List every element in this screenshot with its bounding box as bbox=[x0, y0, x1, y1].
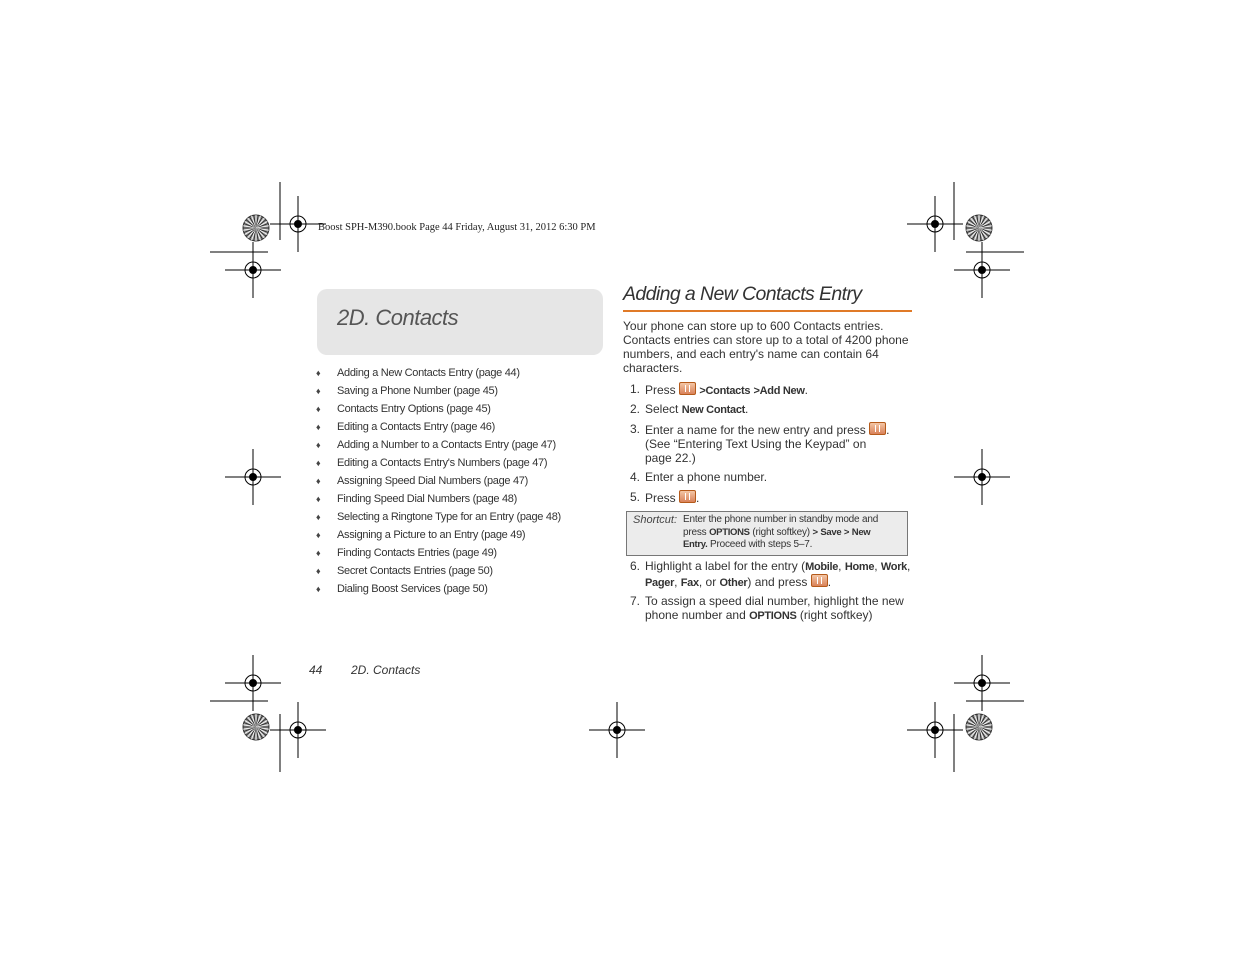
diamond-bullet-icon: ♦ bbox=[316, 368, 321, 378]
diamond-bullet-icon: ♦ bbox=[316, 440, 321, 450]
intro-paragraph: Your phone can store up to 600 Contacts entries. Contacts entries can store up to a total of 4200 phone numbers, and each entry's name can contain 64 characters. bbox=[623, 319, 909, 375]
diamond-bullet-icon: ♦ bbox=[316, 584, 321, 594]
starburst-mark-icon bbox=[243, 714, 269, 740]
ok-key-icon bbox=[811, 574, 828, 587]
send-key-icon bbox=[679, 490, 696, 503]
page-footer bbox=[309, 663, 420, 677]
step-6: 6. Highlight a label for the entry (Mobile, Home, Work, Pager, Fax, or Other) and press . bbox=[630, 559, 911, 589]
toc-item bbox=[316, 384, 606, 402]
registration-cross-icon bbox=[589, 702, 645, 758]
toc-item-label: Adding a New Contacts Entry (page 44) bbox=[337, 367, 520, 379]
toc-item bbox=[316, 546, 606, 564]
title-rule bbox=[623, 310, 912, 312]
starburst-mark-icon bbox=[966, 215, 992, 241]
section-contents-list bbox=[316, 366, 606, 600]
diamond-bullet-icon: ♦ bbox=[316, 422, 321, 432]
toc-item bbox=[316, 510, 606, 528]
registration-cross-icon bbox=[225, 655, 281, 711]
footer-section: 2D. Contacts bbox=[351, 663, 421, 677]
steps-list-b bbox=[623, 559, 915, 624]
section-title: 2D. Contacts bbox=[337, 305, 459, 330]
toc-item-label: Finding Contacts Entries (page 49) bbox=[337, 547, 497, 559]
diamond-bullet-icon: ♦ bbox=[316, 548, 321, 558]
menu-key-icon bbox=[679, 382, 696, 395]
shortcut-note bbox=[626, 511, 908, 556]
steps-list-a bbox=[623, 382, 915, 510]
print-header-line: Boost SPH-M390.book Page 44 Friday, August 31, 2012 6:30 PM bbox=[318, 222, 596, 233]
toc-item-label: Selecting a Ringtone Type for an Entry (page 48) bbox=[337, 511, 561, 523]
toc-item bbox=[316, 438, 606, 456]
toc-item bbox=[316, 420, 606, 438]
registration-cross-icon bbox=[954, 242, 1010, 298]
step-7: 7. To assign a speed dial number, highlight the new phone number and OPTIONS (right softkey) bbox=[630, 594, 904, 622]
diamond-bullet-icon: ♦ bbox=[316, 530, 321, 540]
section-title-box bbox=[317, 289, 603, 355]
toc-item-label: Assigning a Picture to an Entry (page 49) bbox=[337, 529, 526, 541]
toc-item-label: Dialing Boost Services (page 50) bbox=[337, 583, 488, 595]
page-number: 44 bbox=[309, 663, 323, 677]
diamond-bullet-icon: ♦ bbox=[316, 386, 321, 396]
article-title: Adding a New Contacts Entry bbox=[623, 283, 862, 305]
toc-item bbox=[316, 474, 606, 492]
step-3: 3. Enter a name for the new entry and press . (See “Entering Text Using the Keypad” on page 22.) bbox=[630, 422, 890, 465]
toc-item bbox=[316, 492, 606, 510]
starburst-mark-icon bbox=[966, 714, 992, 740]
registration-cross-icon bbox=[225, 449, 281, 505]
toc-item-label: Adding a Number to a Contacts Entry (page 47) bbox=[337, 439, 556, 451]
toc-item bbox=[316, 456, 606, 474]
toc-item bbox=[316, 582, 606, 600]
shortcut-label: Shortcut: bbox=[633, 514, 678, 526]
toc-item bbox=[316, 528, 606, 546]
registration-cross-icon bbox=[907, 702, 963, 758]
toc-item-label: Assigning Speed Dial Numbers (page 47) bbox=[337, 475, 528, 487]
registration-cross-icon bbox=[907, 196, 963, 252]
toc-item-label: Editing a Contacts Entry's Numbers (page 47) bbox=[337, 457, 548, 469]
toc-item-label: Finding Speed Dial Numbers (page 48) bbox=[337, 493, 517, 505]
toc-item-label: Saving a Phone Number (page 45) bbox=[337, 385, 498, 397]
registration-cross-icon bbox=[954, 655, 1010, 711]
toc-item-label: Contacts Entry Options (page 45) bbox=[337, 403, 491, 415]
ok-key-icon bbox=[869, 422, 886, 435]
registration-cross-icon bbox=[270, 702, 326, 758]
step-4: 4. Enter a phone number. bbox=[630, 470, 768, 484]
toc-item-label: Secret Contacts Entries (page 50) bbox=[337, 565, 493, 577]
toc-item-label: Editing a Contacts Entry (page 46) bbox=[337, 421, 495, 433]
starburst-mark-icon bbox=[243, 215, 269, 241]
diamond-bullet-icon: ♦ bbox=[316, 476, 321, 486]
toc-item bbox=[316, 564, 606, 582]
step-1: 1. Press >Contacts >Add New. bbox=[630, 382, 808, 397]
registration-cross-icon bbox=[954, 449, 1010, 505]
diamond-bullet-icon: ♦ bbox=[316, 512, 321, 522]
diamond-bullet-icon: ♦ bbox=[316, 566, 321, 576]
diamond-bullet-icon: ♦ bbox=[316, 404, 321, 414]
step-5: 5. Press . bbox=[630, 490, 700, 505]
toc-item bbox=[316, 366, 606, 384]
diamond-bullet-icon: ♦ bbox=[316, 494, 321, 504]
registration-cross-icon bbox=[225, 242, 281, 298]
shortcut-text: Enter the phone number in standby mode and press OPTIONS (right softkey) > Save > New Entry. Proceed with steps 5–7. bbox=[683, 514, 879, 550]
toc-item bbox=[316, 402, 606, 420]
diamond-bullet-icon: ♦ bbox=[316, 458, 321, 468]
step-2: 2. Select New Contact. bbox=[630, 402, 749, 416]
